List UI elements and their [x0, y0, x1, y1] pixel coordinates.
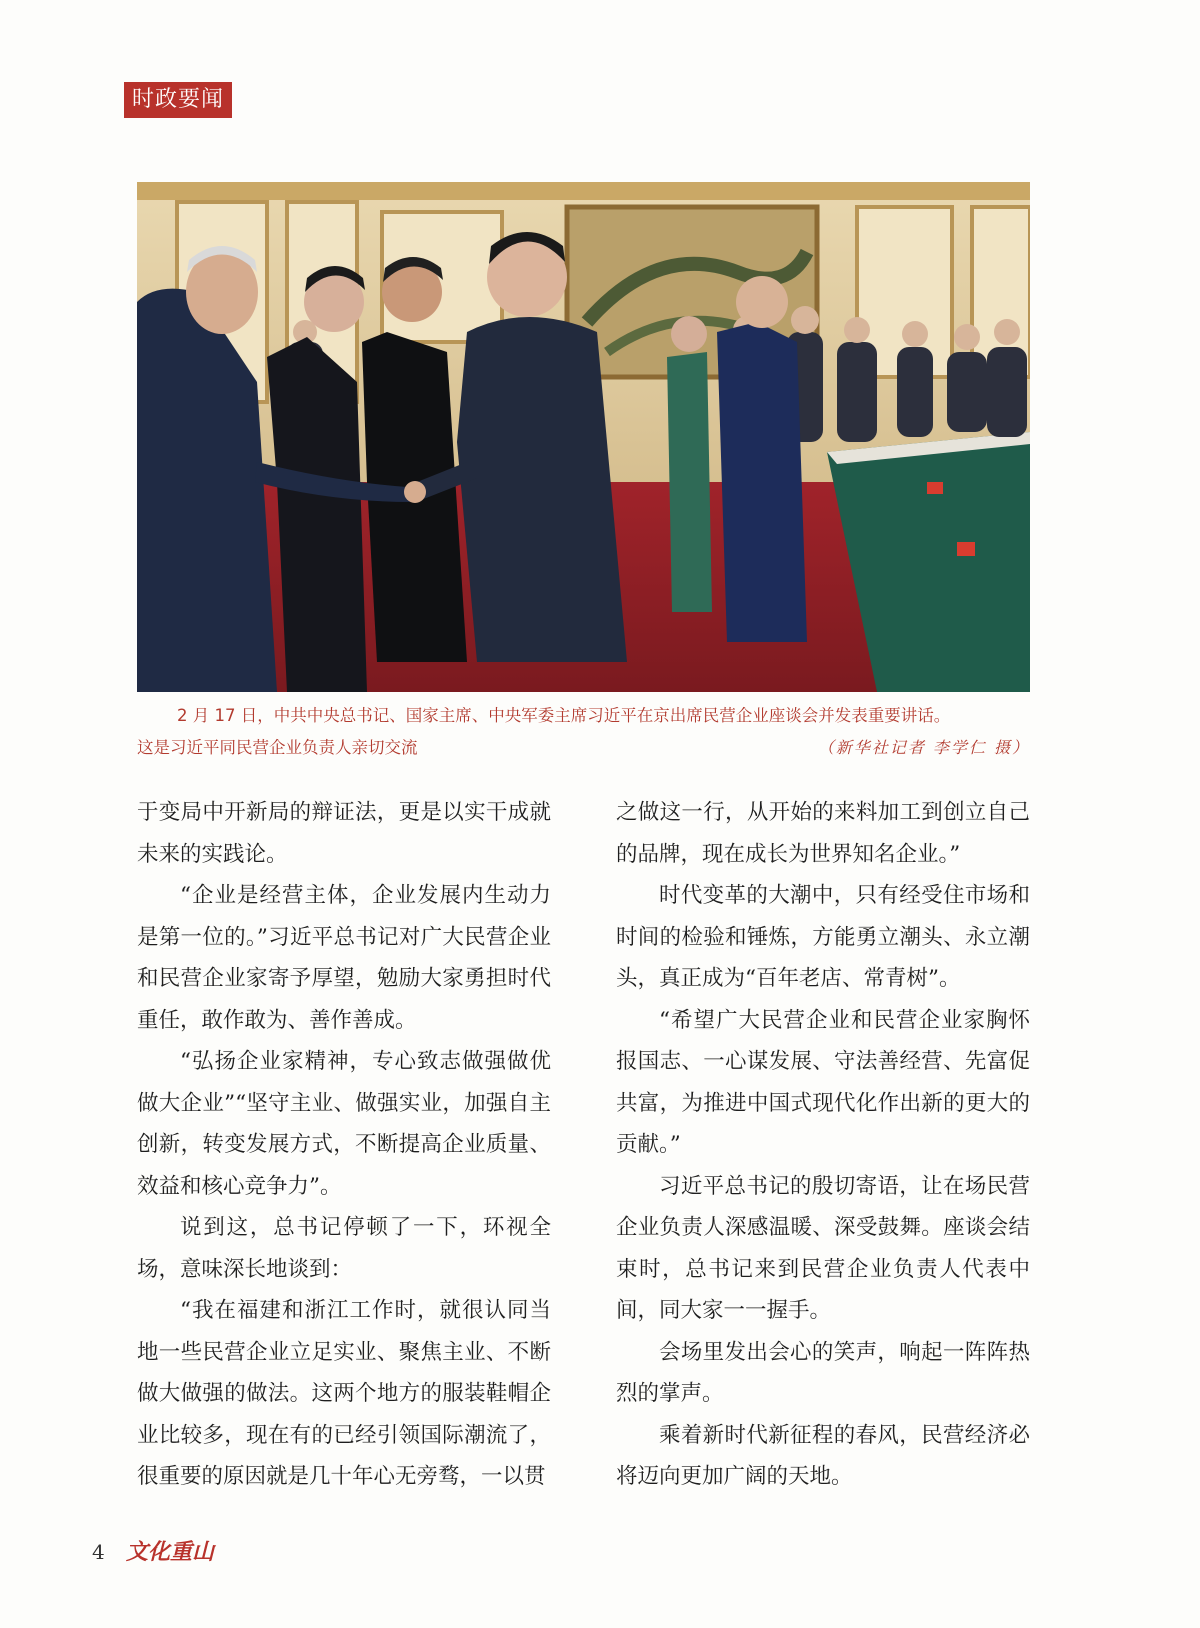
paragraph: 于变局中开新局的辩证法，更是以实干成就未来的实践论。	[137, 800, 551, 867]
paragraph: “企业是经营主体，企业发展内生动力是第一位的。”习近平总书记对广大民营企业和民营企业家寄予厚望，勉励大家勇担时代重任，敢作敢为、善作善成。	[137, 883, 551, 1033]
paragraph: “希望广大民营企业和民营企业家胸怀报国志、一心谋发展、守法善经营、先富促共富，为推进中国式现代化作出新的更大的贡献。”	[616, 1007, 1030, 1157]
paragraph: 说到这，总书记停顿了一下，环视全场，意味深长地谈到：	[137, 1215, 551, 1282]
magazine-logo: 文化重山	[126, 1539, 215, 1565]
section-tag: 时政要闻	[124, 82, 232, 118]
paragraph: 时代变革的大潮中，只有经受住市场和时间的检验和锤炼，方能勇立潮头、永立潮头，真正成为“百年老店、常青树”。	[616, 883, 1030, 991]
paragraph: 之做这一行，从开始的来料加工到创立自己的品牌，现在成长为世界知名企业。”	[616, 800, 1030, 867]
article-right-column	[616, 792, 1030, 1498]
article-left-column	[137, 792, 551, 1498]
paragraph: 会场里发出会心的笑声，响起一阵阵热烈的掌声。	[616, 1339, 1030, 1406]
page-number: 4	[92, 1540, 105, 1564]
news-photo	[137, 182, 1030, 692]
paragraph: “弘扬企业家精神，专心致志做强做优做大企业”“坚守主业、做强实业，加强自主创新，转变发展方式，不断提高企业质量、效益和核心竞争力”。	[137, 1049, 551, 1199]
paragraph: 乘着新时代新征程的春风，民营经济必将迈向更加广阔的天地。	[616, 1422, 1030, 1489]
paragraph: “我在福建和浙江工作时，就很认同当地一些民营企业立足实业、聚焦主业、不断做大做强的做法。这两个地方的服装鞋帽企业比较多，现在有的已经引领国际潮流了，很重要的原因就是几十年心无旁骛，一以贯	[137, 1298, 551, 1489]
photo-caption-continued: 这是习近平同民营企业负责人亲切交流	[137, 738, 418, 757]
photo-credit: （新华社记者 李学仁 摄）	[817, 738, 1030, 757]
photo-caption: 2 月 17 日，中共中央总书记、国家主席、中央军委主席习近平在京出席民营企业座谈会并发表重要讲话。	[177, 706, 951, 725]
paragraph: 习近平总书记的殷切寄语，让在场民营企业负责人深感温暖、深受鼓舞。座谈会结束时，总书记来到民营企业负责人代表中间，同大家一一握手。	[616, 1173, 1030, 1323]
